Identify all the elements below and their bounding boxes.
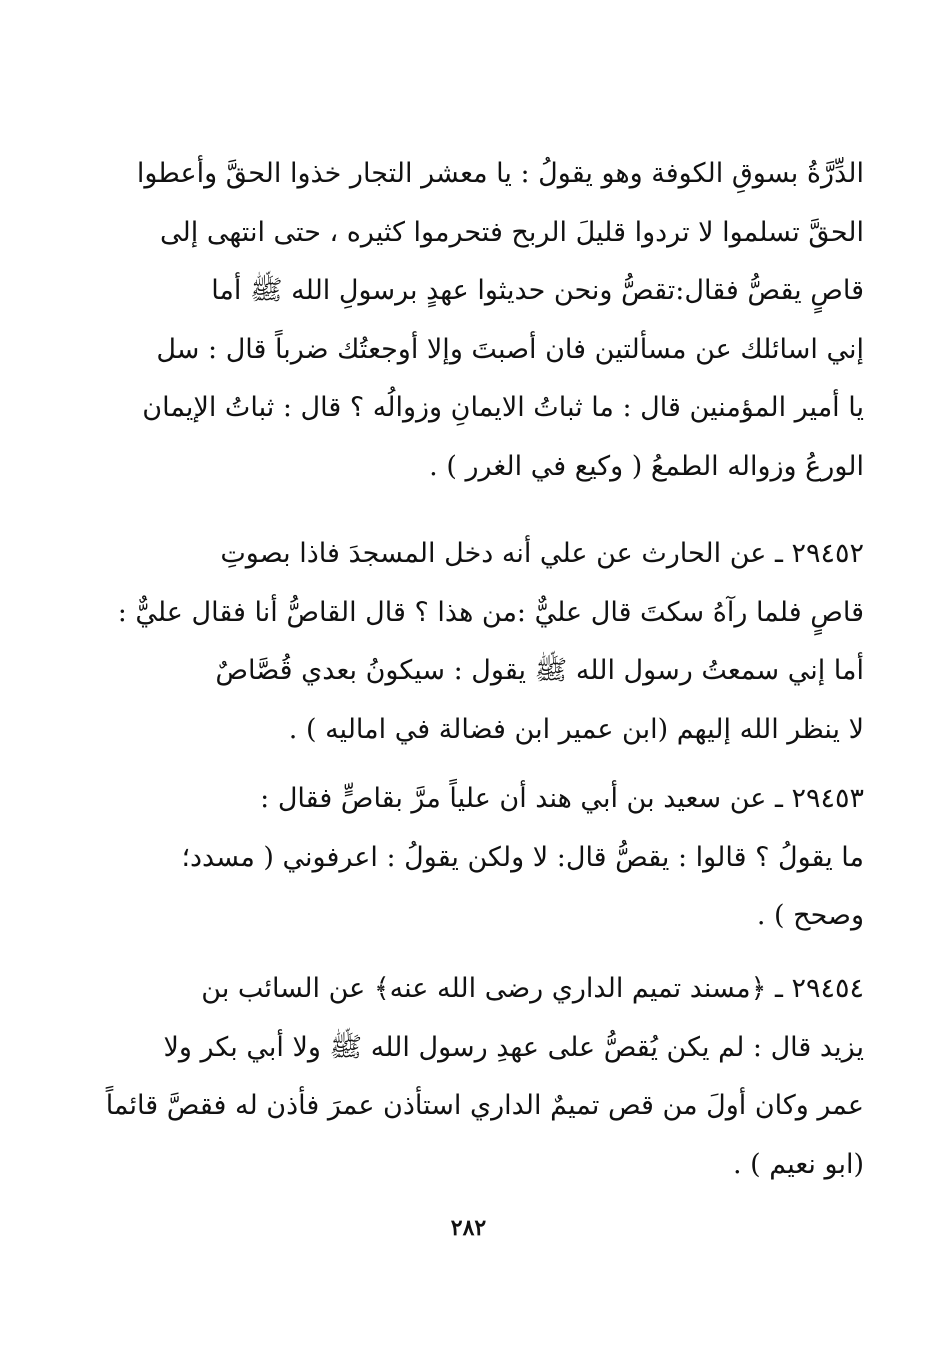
text-line: إني اسائلك عن مسألتين فان أصبتَ وإلا أوجعتُك ضرباً قال : سل	[156, 333, 864, 365]
text-line: يزيد قال : لم يكن يُقصُّ على عهدِ رسول الله ﷺ ولا أبي بكر ولا	[163, 1031, 864, 1063]
text-line: عمر وكان أولَ من قص تميمٌ الداري استأذن عمرَ فأذن له فقصَّ قائماً	[105, 1090, 864, 1121]
hadith-29454	[70, 960, 864, 1194]
text-line: (ابو نعيم ) .	[732, 1148, 864, 1180]
text-line: وصحح ) .	[756, 900, 864, 931]
hadith-29452	[70, 525, 864, 759]
text-line: الحقَّ تسلموا لا تردوا قليلَ الربح فتحرموا كثيره ، حتى انتهى إلى	[160, 216, 864, 248]
text-line: يا أمير المؤمنين قال : ما ثباتُ الايمانِ وزوالُه ؟ قال : ثباتُ الإيمان	[142, 392, 864, 423]
text-line: قاصٍ يقصُّ فقال:تقصُّ ونحن حديثوا عهدٍ برسولِ الله ﷺ أما	[211, 275, 864, 306]
text-line: الدِّرَّةُ بسوقِ الكوفة وهو يقولُ : يا معشر التجار خذوا الحقَّ وأعطوا	[136, 158, 864, 189]
text-line: ٢٩٤٥٣ ـ عن سعيد بن أبي هند أن علياً مرَّ بقاصٍّ فقال :	[260, 783, 864, 814]
text-line: قاصٍ فلما رآهُ سكتَ قال عليٌّ :من هذا ؟ قال القاصُّ أنا فقال عليٌّ :	[117, 596, 864, 628]
text-line: لا ينظر الله إليهم (ابن عمير ابن فضالة في اماليه ) .	[288, 713, 864, 745]
text-line: أما إني سمعتُ رسول الله ﷺ يقول : سيكونُ بعدي قُصَّاصٌ	[215, 655, 864, 686]
text-line: ما يقولُ ؟ قالوا : يقصُّ قال: لا ولكن يقولُ : اعرفوني ( مسدد؛	[181, 841, 864, 873]
paragraph-continuation	[70, 145, 864, 496]
text-line: ٢٩٤٥٤ ـ ﴿مسند تميم الداري رضى الله عنه﴾ عن السائب بن	[201, 973, 864, 1004]
text-line: الورعُ وزواله الطمعُ ( وكيع في الغرر ) .	[429, 450, 864, 482]
page-number: ٢٨٢	[450, 1215, 487, 1241]
text-line: ٢٩٤٥٢ ـ عن الحارث عن علي أنه دخل المسجدَ فاذا بصوتِ	[220, 538, 864, 569]
hadith-29453	[70, 770, 864, 946]
